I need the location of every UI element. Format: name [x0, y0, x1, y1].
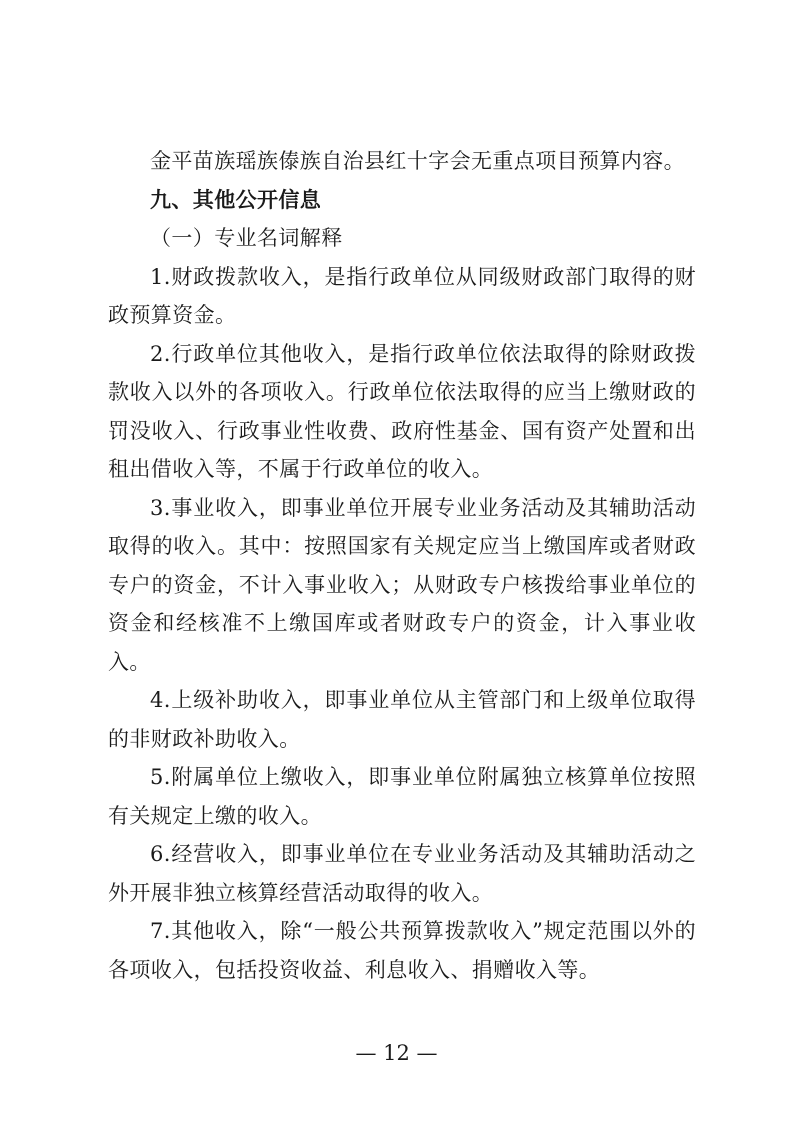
paragraph-item-3: 3.事业收入，即事业单位开展专业业务活动及其辅助活动取得的收入。其中：按照国家有关规定应当上缴国库或者财政专户的资金，不计入事业收入；从财政专户核拨给事业单位的资金和经核准不上缴国库或者财政专户的资金，计入事业收入。 — [108, 495, 696, 674]
paragraph-item-1: 1.财政拨款收入，是指行政单位从同级财政部门取得的财政预算资金。 — [108, 264, 696, 327]
paragraph-item-7: 7.其他收入，除“一般公共预算拨款收入”规定范围以外的各项收入，包括投资收益、利息收入、捐赠收入等。 — [108, 919, 696, 982]
document-body — [108, 142, 696, 989]
section-heading: 九、其他公开信息 — [150, 187, 322, 212]
paragraph-item-5: 5.附属单位上缴收入，即事业单位附属独立核算单位按照有关规定上缴的收入。 — [108, 765, 696, 828]
page-number: — 12 — — [355, 1041, 438, 1065]
paragraph-intro: 金平苗族瑶族傣族自治县红十字会无重点项目预算内容。 — [150, 149, 685, 173]
paragraph-item-6: 6.经营收入，即事业单位在专业业务活动及其辅助活动之外开展非独立核算经营活动取得的收入。 — [108, 842, 696, 905]
paragraph-item-4: 4.上级补助收入，即事业单位从主管部门和上级单位取得的非财政补助收入。 — [108, 688, 696, 751]
subsection-heading: （一）专业名词解释 — [150, 226, 343, 250]
paragraph-item-2: 2.行政单位其他收入，是指行政单位依法取得的除财政拨款收入以外的各项收入。行政单位依法取得的应当上缴财政的罚没收入、行政事业性收费、政府性基金、国有资产处置和出租出借收入等，不属于行政单位的收入。 — [108, 341, 696, 481]
